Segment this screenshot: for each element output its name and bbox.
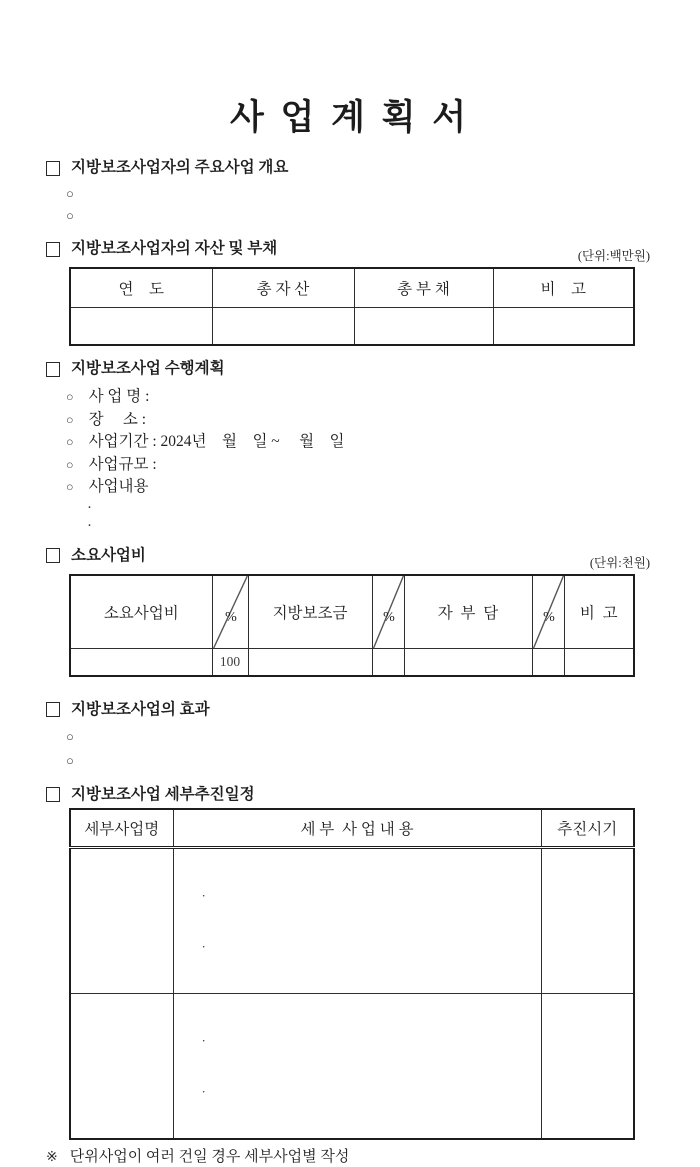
assets-cell-remarks (493, 308, 634, 346)
assets-cell-total-debt (354, 308, 493, 346)
schedule-cell-detail (173, 993, 541, 1139)
assets-cell-year (70, 308, 212, 346)
budget-unit-label: (단위:천원) (589, 555, 650, 570)
budget-cell-percent (532, 648, 564, 676)
circle-bullet-icon: ○ (66, 728, 74, 744)
budget-col-percent (212, 575, 248, 649)
section-execution-label: 지방보조사업 수행계획 (71, 360, 225, 377)
schedule-table-row (70, 993, 634, 1139)
assets-col-remarks: 비 고 (493, 268, 634, 308)
reference-mark-icon: ※ (46, 1149, 58, 1165)
assets-table (69, 267, 635, 346)
section-heading-execution (46, 359, 700, 378)
schedule-table (69, 808, 635, 1140)
dot-bullet-icon: · (87, 499, 92, 516)
execution-item-period (66, 431, 700, 454)
section-heading-effect (46, 700, 700, 719)
assets-table-header-row (70, 268, 634, 308)
checkbox-square-icon (46, 242, 60, 257)
dot-bullet-icon: · (87, 517, 92, 534)
percent-label: % (225, 609, 237, 625)
circle-bullet-icon: ○ (66, 752, 74, 768)
schedule-col-detail: 세 부 사 업 내 용 (173, 809, 541, 848)
execution-item-scale-label: 사업규모 : (88, 455, 157, 473)
budget-cell-total-cost (70, 648, 212, 676)
schedule-cell-subproject (70, 993, 173, 1139)
budget-cell-remarks (564, 648, 634, 676)
execution-item-content (66, 476, 700, 499)
section-schedule-label: 지방보조사업 세부추진일정 (71, 785, 255, 803)
section-assets-label: 지방보조사업자의 자산 및 부채 (71, 240, 278, 257)
execution-item-list (0, 386, 700, 535)
budget-col-percent (372, 575, 404, 649)
percent-label: % (543, 609, 555, 625)
schedule-col-timing: 추진시기 (541, 809, 634, 848)
budget-col-self-funding: 자 부 담 (404, 575, 532, 649)
circle-bullet-icon: ○ (66, 186, 74, 201)
execution-item-name-label: 사 업 명 : (88, 388, 150, 405)
budget-col-subsidy: 지방보조금 (248, 575, 372, 649)
execution-item-place-label: 장 소 : (88, 410, 147, 428)
budget-col-total-cost: 소요사업비 (70, 575, 212, 649)
assets-col-year: 연 도 (70, 268, 212, 308)
dot-bullet-icon: · (201, 887, 206, 903)
budget-col-percent (532, 575, 564, 649)
section-overview-label: 지방보조사업자의 주요사업 개요 (71, 159, 289, 176)
section-effect-label: 지방보조사업의 효과 (71, 700, 210, 718)
circle-bullet-icon: ○ (66, 390, 74, 404)
dot-bullet-icon: · (201, 1032, 206, 1048)
circle-bullet-icon: ○ (66, 412, 74, 427)
schedule-col-subproject: 세부사업명 (70, 809, 173, 848)
execution-item-period-label: 사업기간 : 2024년 월 일 ~ 월 일 (88, 433, 345, 451)
execution-item-scale (66, 454, 700, 477)
checkbox-square-icon (46, 787, 60, 802)
budget-table (69, 574, 635, 677)
overview-bullet-list (0, 183, 700, 227)
checkbox-square-icon (46, 702, 60, 717)
checkbox-square-icon (46, 548, 60, 563)
assets-col-total-debt: 총 부 채 (354, 268, 493, 308)
schedule-cell-subproject (70, 847, 173, 993)
dot-bullet-icon: · (201, 1083, 206, 1099)
budget-cell-subsidy (248, 648, 372, 676)
circle-bullet-icon: ○ (66, 457, 74, 472)
checkbox-square-icon (46, 362, 60, 377)
footnote-text: 단위사업이 여러 건일 경우 세부사업별 작성 (69, 1148, 350, 1165)
dot-bullet-icon: · (201, 938, 206, 954)
percent-label: % (383, 609, 395, 625)
circle-bullet-icon: ○ (66, 208, 74, 223)
schedule-cell-timing (541, 847, 634, 993)
assets-col-total-assets: 총 자 산 (212, 268, 354, 308)
execution-item-name (66, 386, 700, 409)
assets-table-empty-row (70, 308, 634, 346)
effect-bullet-list (0, 725, 700, 773)
circle-bullet-icon: ○ (66, 480, 74, 495)
budget-cell-percent-100: 100 (212, 648, 248, 676)
section-budget-label: 소요사업비 (71, 546, 146, 564)
budget-table-value-row (70, 648, 634, 676)
assets-cell-total-assets (212, 308, 354, 346)
budget-cell-percent (372, 648, 404, 676)
circle-bullet-icon: ○ (66, 435, 74, 450)
assets-unit-label: (단위:백만원) (577, 249, 650, 263)
schedule-table-row (70, 847, 634, 993)
footnote (46, 1148, 700, 1167)
budget-table-header-row (70, 575, 634, 649)
execution-item-content-label: 사업내용 (88, 478, 149, 496)
checkbox-square-icon (46, 161, 60, 176)
section-heading-overview (46, 158, 700, 177)
schedule-cell-timing (541, 993, 634, 1139)
schedule-cell-detail (173, 847, 541, 993)
section-heading-schedule (46, 785, 700, 804)
budget-cell-self-funding (404, 648, 532, 676)
schedule-table-header-row (70, 809, 634, 848)
execution-item-place (66, 409, 700, 432)
budget-col-remarks: 비 고 (564, 575, 634, 649)
page-title: 사 업 계 획 서 (229, 98, 471, 137)
